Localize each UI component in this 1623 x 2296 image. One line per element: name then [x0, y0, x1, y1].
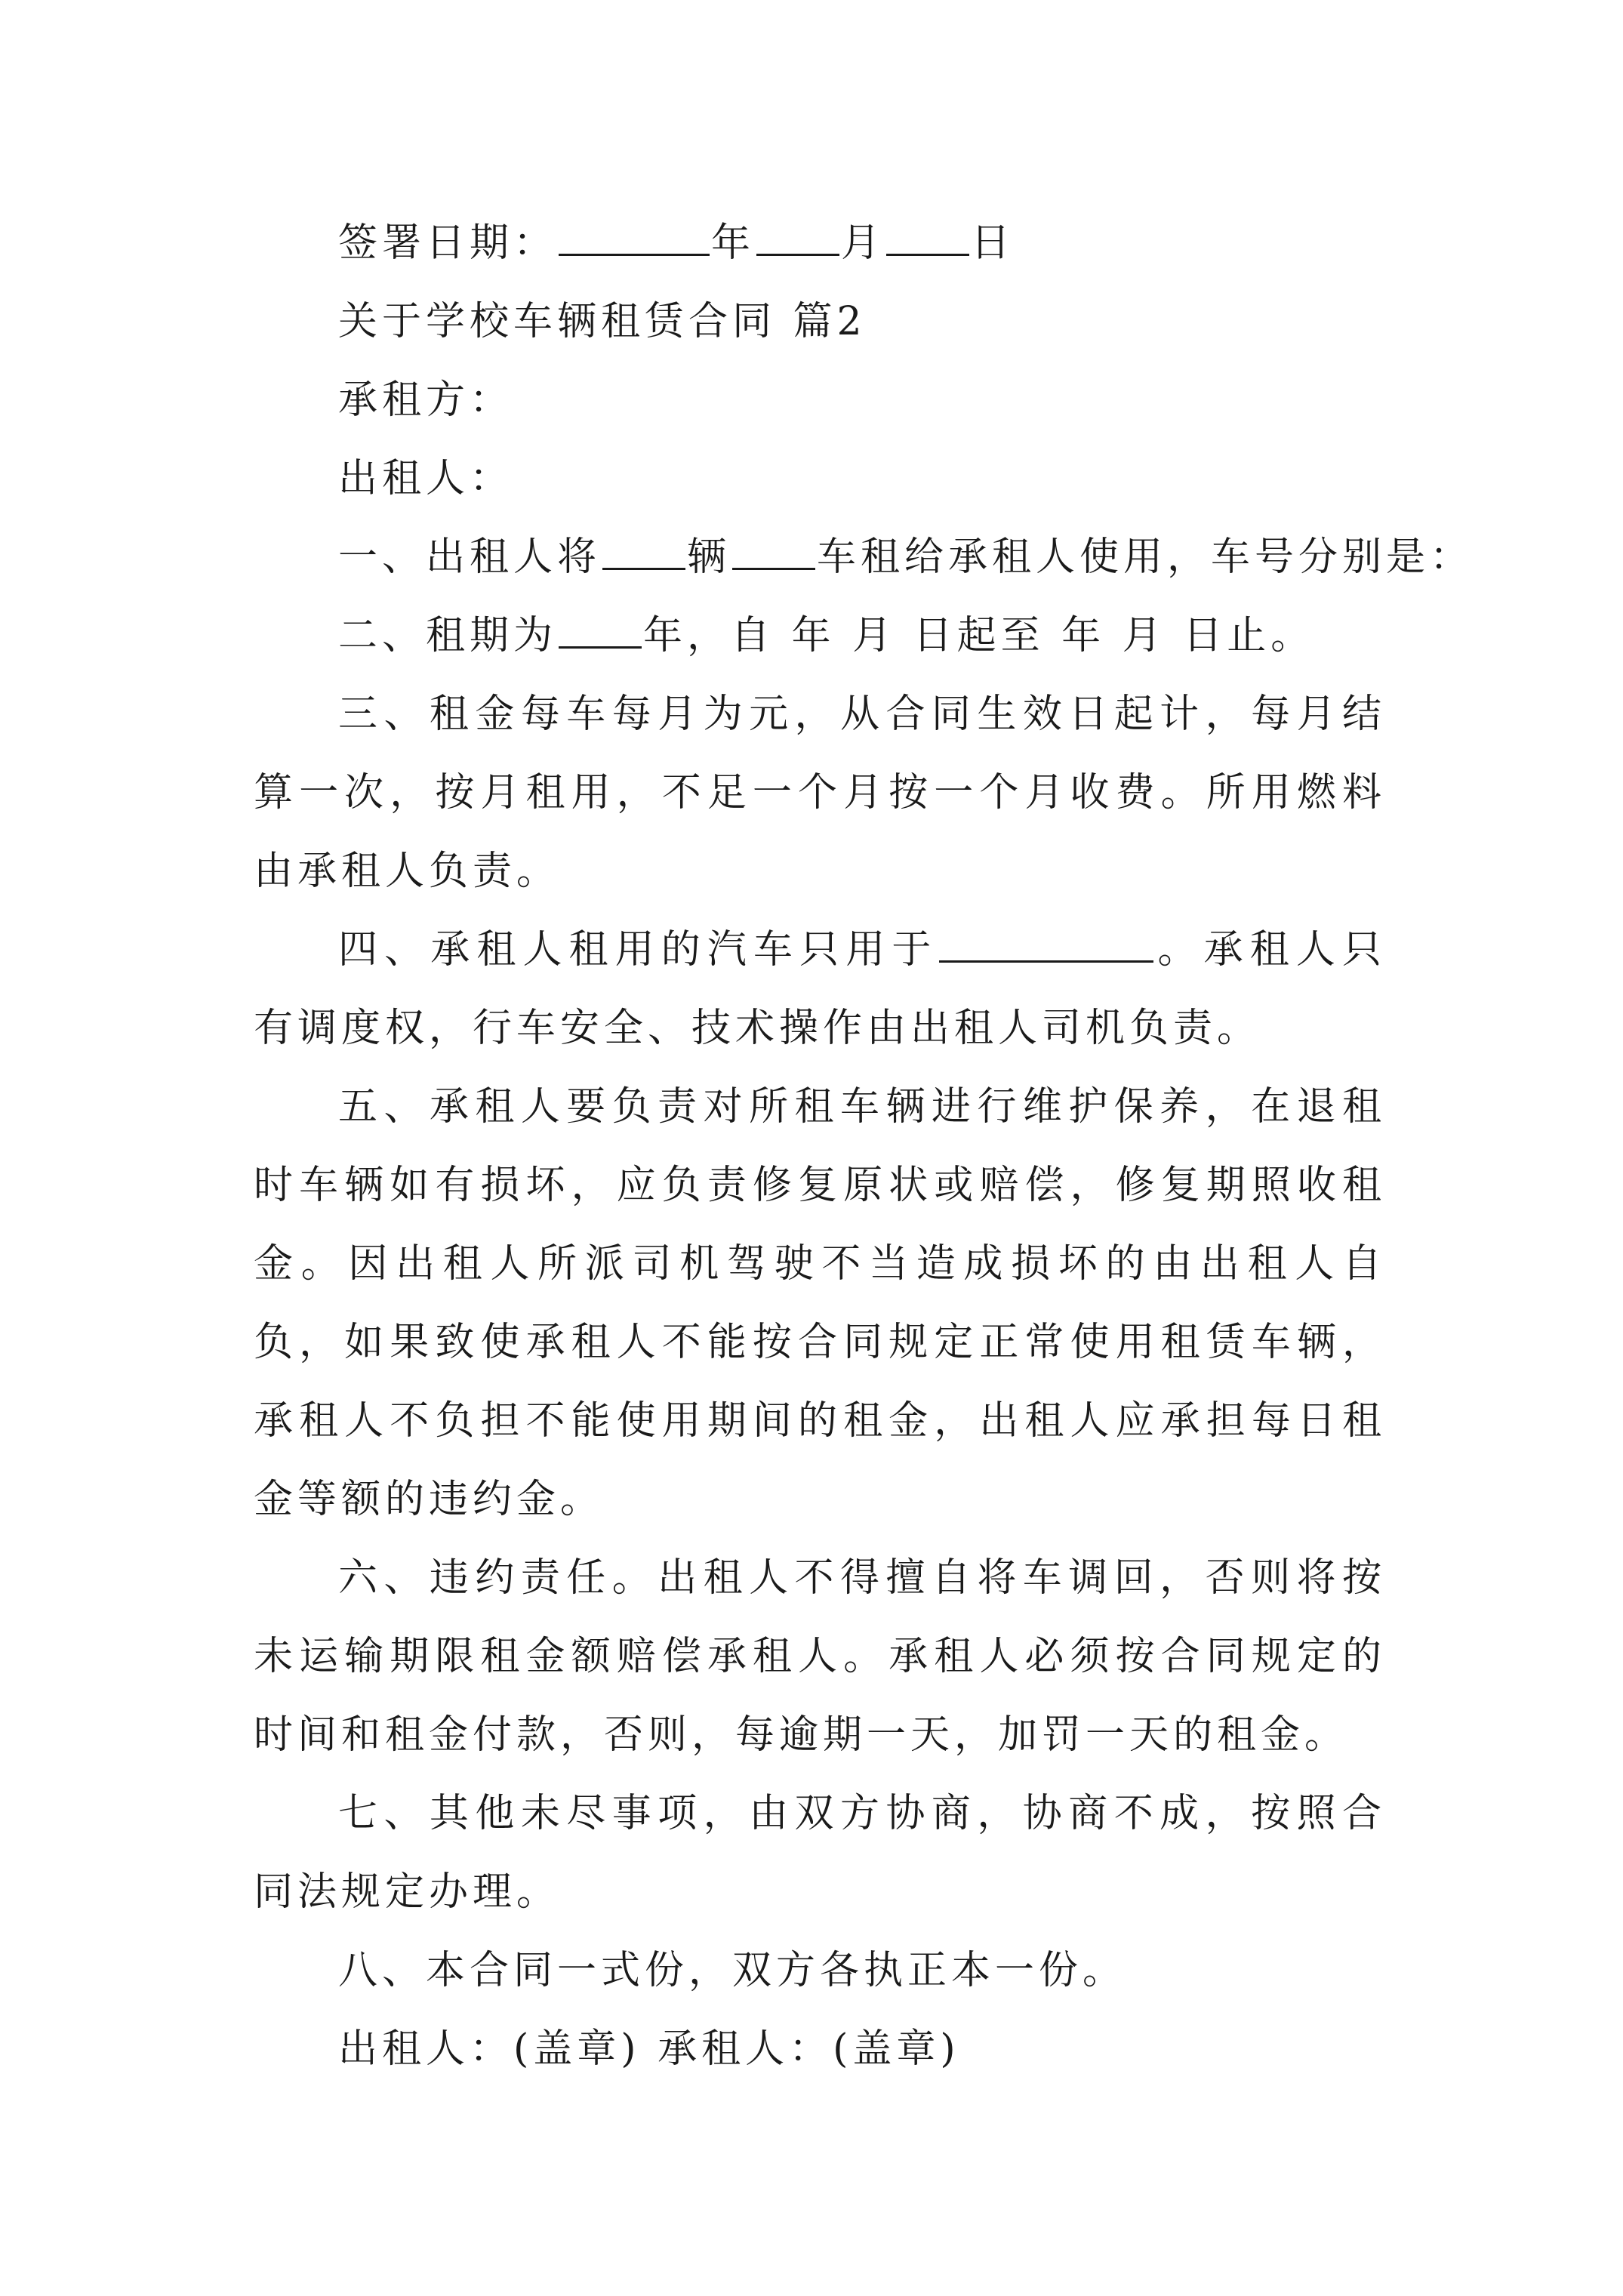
signing-date-label: 签署日期：	[338, 220, 558, 266]
clause-4	[254, 911, 1386, 1068]
signature-line: 出租人：(盖章) 承租人：(盖章)	[338, 2026, 960, 2072]
vehicle-type-blank	[732, 532, 815, 570]
month-label: 月	[841, 220, 885, 266]
clause-2-text-a: 二、租期为	[338, 613, 558, 658]
year-label: 年	[711, 220, 756, 266]
clause-4-text-b: 。承租人只有调度权，行车安全、技术操作由出租人司机负责。	[254, 927, 1386, 1051]
clause-2	[254, 596, 1386, 675]
clause-6: 六、违约责任。出租人不得擅自将车调回，否则将按未运输期限租金额赔偿承租人。承租人必须按合同规定的时间和租金付款，否则，每逾期一天，加罚一天的租金。	[254, 1555, 1386, 1758]
clause-3: 三、租金每车每月为元，从合同生效日起计，每月结算一次，按月租用，不足一个月按一个月收费。所用燃料由承租人负责。	[254, 692, 1386, 894]
signing-date-line	[254, 204, 1386, 282]
contract-title: 关于学校车辆租赁合同 篇2	[338, 299, 867, 344]
lessor-label: 出租人：	[338, 456, 514, 501]
vehicle-count-blank	[602, 532, 685, 570]
lease-term-blank	[559, 610, 642, 649]
clause-8: 八、本合同一式份，双方各执正本一份。	[338, 1948, 1127, 1993]
year-blank	[559, 217, 710, 256]
lessee-label: 承租方：	[338, 378, 514, 423]
clause-4-text-a: 四、承租人租用的汽车只用于	[338, 927, 938, 972]
clause-1-text-a: 一、出租人将	[338, 535, 602, 580]
clause-2-text-b: 年，自 年 月 日起至 年 月 日止。	[643, 613, 1315, 658]
clause-1	[254, 518, 1474, 596]
clause-5: 五、承租人要负责对所租车辆进行维护保养，在退租时车辆如有损坏，应负责修复原状或赔偿，修复期照收租金。因出租人所派司机驾驶不当造成损坏的由出租人自负，如果致使承租人不能按合同规定正常使用租赁车辆，承租人不负担不能使用期间的租金，出租人应承担每日租金等额的违约金。	[254, 1084, 1386, 1522]
document-body	[254, 204, 1474, 2088]
clause-7: 七、其他未尽事项，由双方协商，协商不成，按照合同法规定办理。	[254, 1791, 1386, 1915]
month-blank	[756, 217, 839, 256]
clause-1-text-b: 辆	[687, 535, 731, 580]
clause-1-text-c: 车租给承租人使用，车号分别是：	[817, 535, 1474, 580]
usage-purpose-blank	[939, 924, 1153, 963]
day-blank	[886, 217, 969, 256]
day-label: 日	[971, 220, 1015, 266]
